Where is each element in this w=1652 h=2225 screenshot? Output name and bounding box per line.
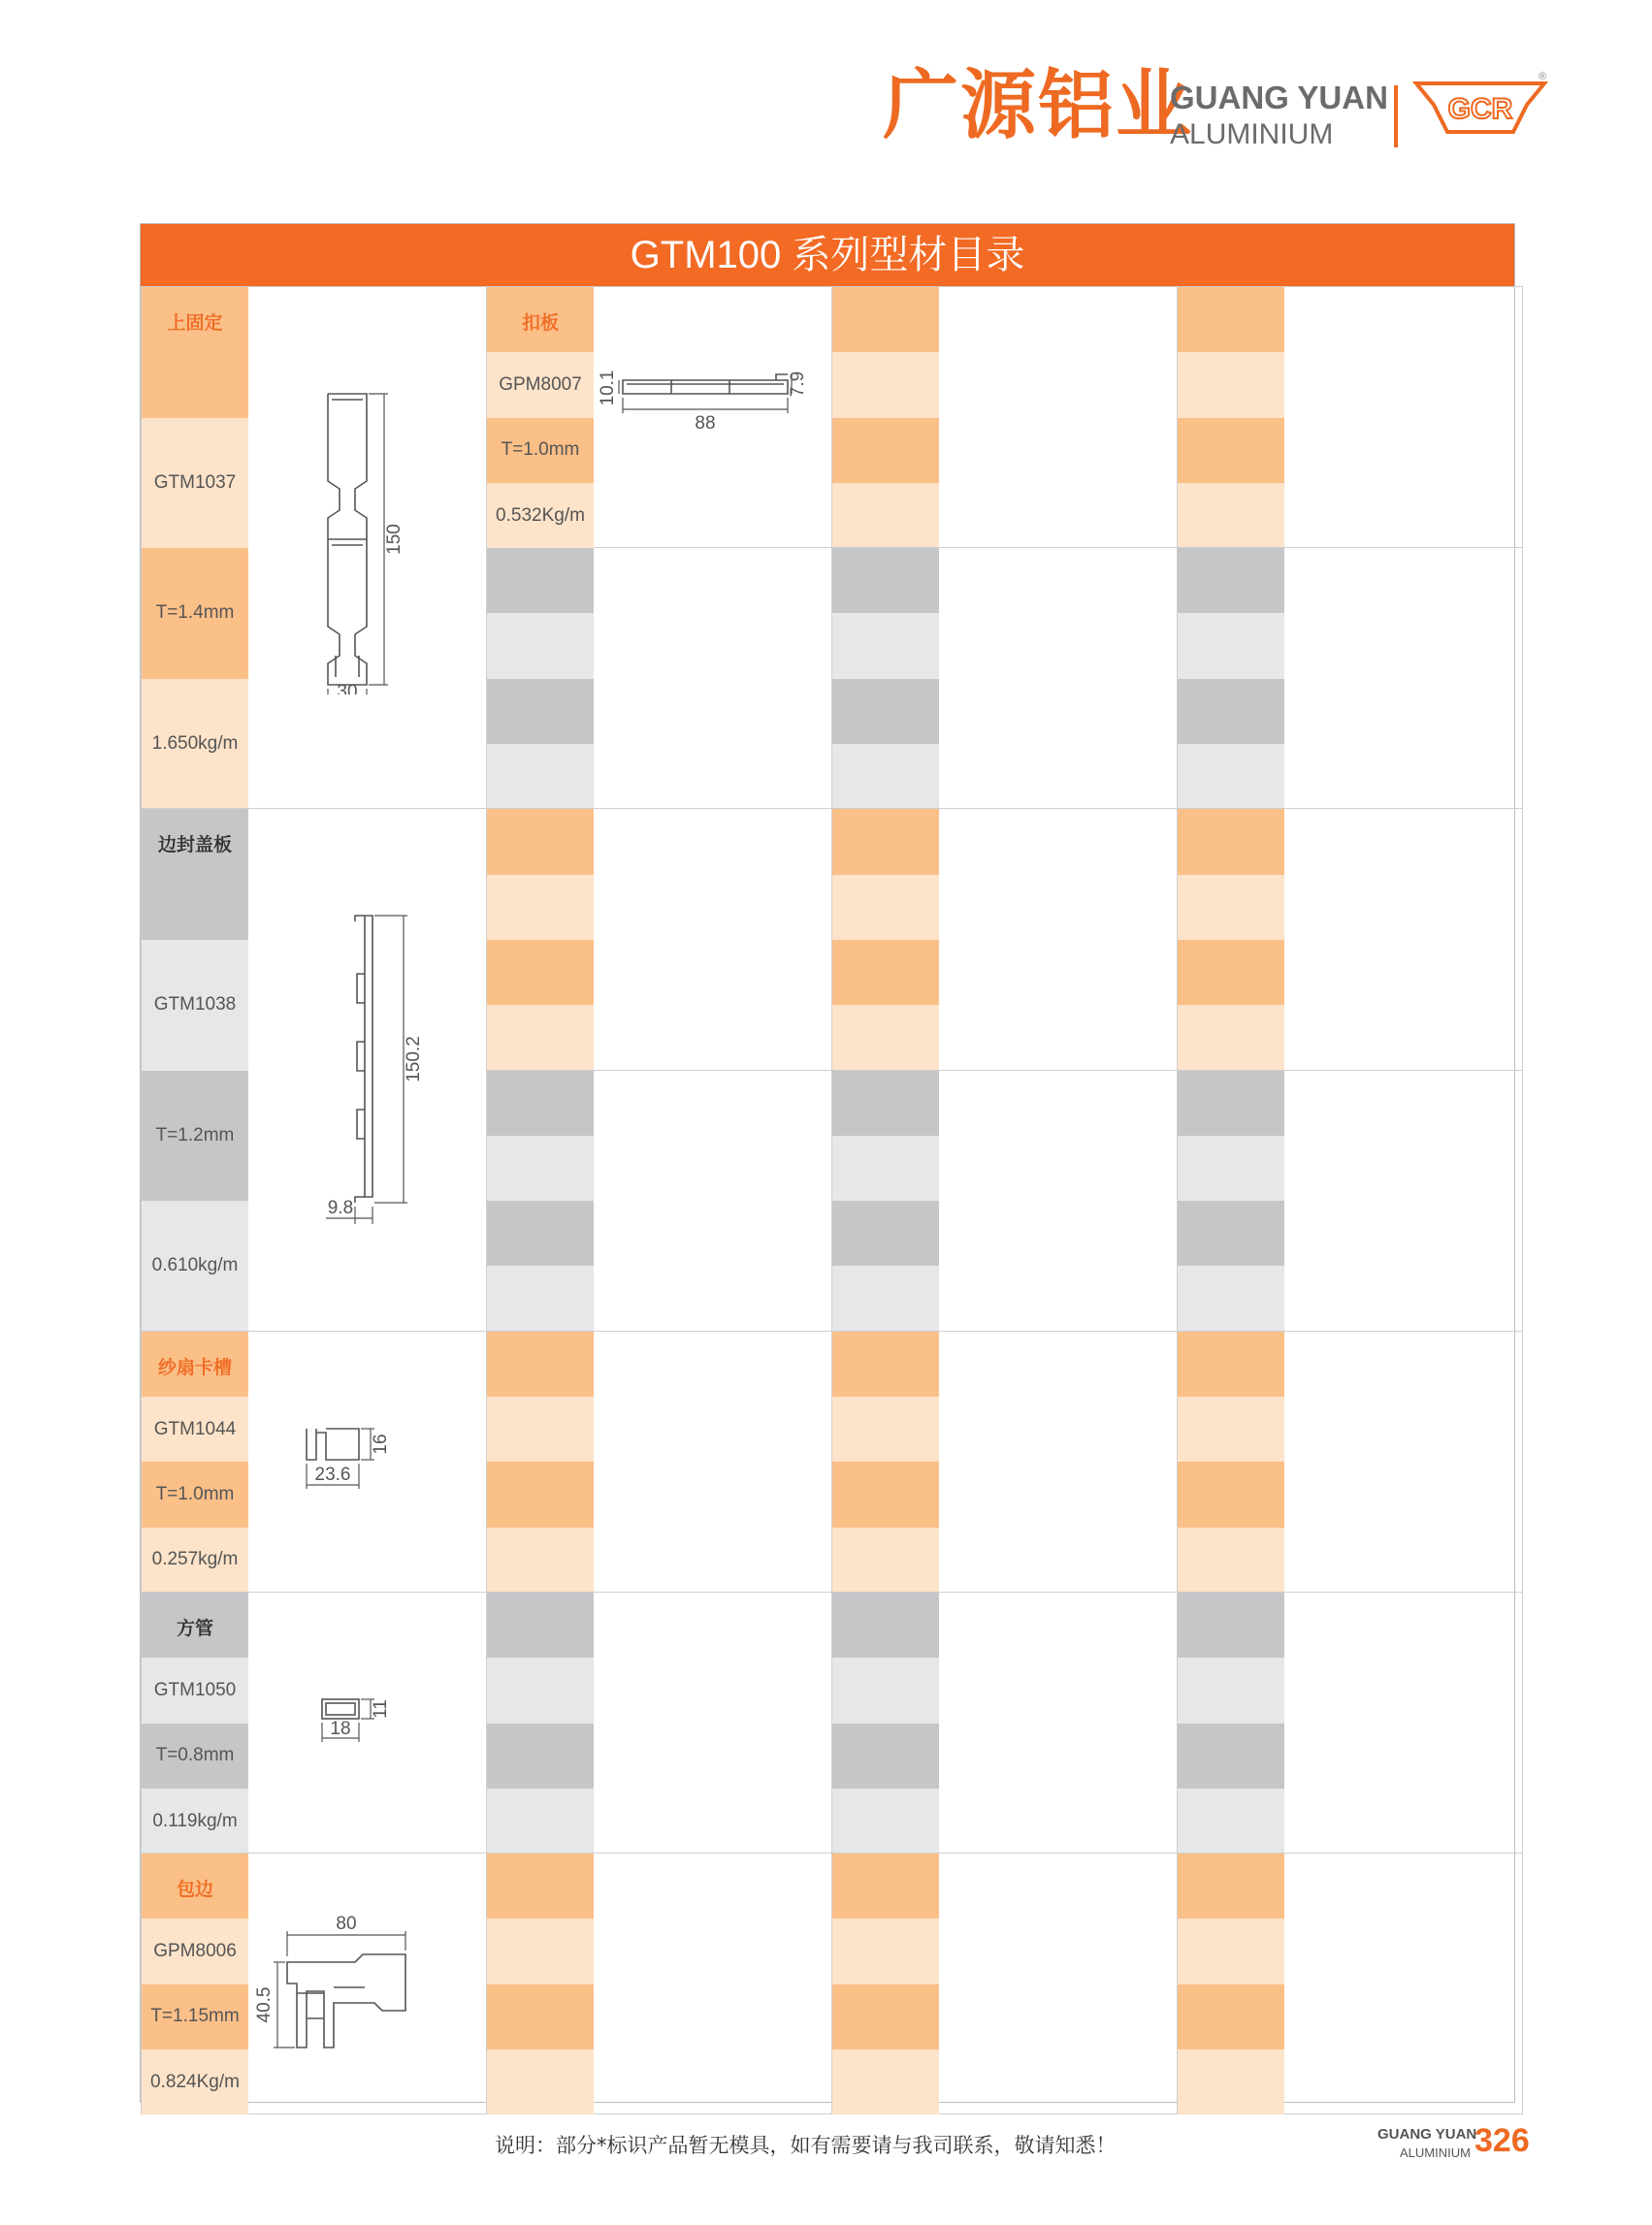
label-strip: [1178, 809, 1284, 874]
profile-code: GPM8007: [487, 352, 594, 417]
dimension-label: 7.9: [788, 371, 808, 398]
profile-weight: 0.532Kg/m: [487, 483, 594, 548]
dimension-label: 16: [371, 1434, 391, 1455]
label-strip: [832, 1071, 939, 1136]
label-strip: [832, 548, 939, 613]
label-strip: [1178, 2049, 1284, 2114]
label-strip: [832, 809, 939, 874]
empty-profile-cell: [831, 1331, 1178, 1593]
label-strip: [1178, 1528, 1284, 1593]
profile-code: GTM1037: [142, 418, 248, 549]
dimension-label: 10.1: [598, 370, 618, 406]
label-strip: [1178, 1266, 1284, 1331]
profile-name: 边封盖板: [142, 809, 248, 940]
label-strip: [1178, 1071, 1284, 1136]
empty-profile-cell: [486, 1070, 832, 1332]
profile-thickness: T=0.8mm: [142, 1724, 248, 1789]
label-strip: [487, 1332, 594, 1397]
profile-cell: [141, 808, 487, 1331]
label-strip: [487, 1462, 594, 1527]
profile-thickness: T=1.15mm: [142, 1984, 248, 2049]
label-strip: [1178, 1984, 1284, 2049]
label-strip: [1178, 548, 1284, 613]
label-strip: [1178, 940, 1284, 1005]
label-strip: [1178, 1789, 1284, 1854]
label-strip: [832, 418, 939, 483]
label-strip: [832, 1789, 939, 1854]
label-strip: [832, 940, 939, 1005]
label-strip: [1178, 1854, 1284, 1919]
profile-drawing: [287, 1680, 462, 1781]
label-strip: [487, 1005, 594, 1070]
profile-name: 扣板: [487, 287, 594, 352]
profile-name: 方管: [142, 1593, 248, 1658]
dimension-label: 80: [336, 1914, 357, 1935]
profile-name: 上固定: [142, 287, 248, 418]
label-strip: [1178, 1005, 1284, 1070]
label-strip: [1178, 1397, 1284, 1462]
empty-profile-cell: [831, 1070, 1178, 1332]
profile-drawing: [594, 345, 826, 446]
label-strip: [1178, 1593, 1284, 1658]
label-strip: [832, 287, 939, 352]
empty-profile-cell: [831, 547, 1178, 809]
empty-profile-cell: [831, 1592, 1178, 1854]
profile-cell: [141, 286, 487, 809]
empty-profile-cell: [831, 286, 1178, 548]
empty-profile-cell: [486, 1331, 832, 1593]
empty-profile-cell: [1177, 547, 1523, 809]
dimension-label: 88: [695, 413, 716, 434]
label-strip: [1178, 1919, 1284, 1983]
label-strip: [832, 1593, 939, 1658]
profile-thickness: T=1.4mm: [142, 548, 248, 679]
label-strip: [487, 2049, 594, 2114]
label-strip: [1178, 1462, 1284, 1527]
label-strip: [487, 548, 594, 613]
label-strip: [487, 875, 594, 940]
label-strip: [487, 679, 594, 744]
dimension-label: 150.2: [404, 1036, 424, 1083]
empty-profile-cell: [486, 547, 832, 809]
label-strip: [832, 352, 939, 417]
profile-drawing: [258, 896, 481, 1230]
logo-text: GCR: [1447, 93, 1513, 125]
label-strip: [832, 1919, 939, 1983]
brand-name-en-line2: ALUMINIUM: [1170, 118, 1334, 150]
empty-profile-cell: [1177, 808, 1523, 1070]
brand-name-cn: 广源铝业: [883, 62, 1194, 149]
label-strip: [832, 1724, 939, 1789]
profile-thickness: T=1.0mm: [142, 1462, 248, 1527]
profile-weight: 0.610kg/m: [142, 1201, 248, 1332]
label-strip: [1178, 1201, 1284, 1266]
empty-profile-cell: [831, 1853, 1178, 2114]
label-strip: [832, 1397, 939, 1462]
label-strip: [832, 1332, 939, 1397]
catalog-title: GTM100 系列型材目录: [141, 224, 1514, 286]
profile-cell: [141, 1853, 487, 2114]
label-strip: [1178, 418, 1284, 483]
label-strip: [487, 1854, 594, 1919]
dimension-label: 9.8: [327, 1198, 354, 1219]
profile-weight: 0.119kg/m: [142, 1789, 248, 1854]
label-strip: [487, 940, 594, 1005]
label-strip: [487, 1919, 594, 1983]
dimension-label: 23.6: [314, 1464, 351, 1485]
brand-name-en-line1: GUANG YUAN: [1170, 80, 1388, 115]
label-strip: [832, 1528, 939, 1593]
profile-name: 纱扇卡槽: [142, 1332, 248, 1397]
page-header: [0, 0, 1652, 194]
profile-drawing: [248, 1902, 481, 2071]
label-strip: [487, 744, 594, 809]
empty-profile-cell: [1177, 1070, 1523, 1332]
label-strip: [832, 613, 939, 678]
footer-note: 说明：部分*标识产品暂无模具，如有需要请与我司联系，敬请知悉！: [495, 2134, 1117, 2157]
profile-code: GTM1044: [142, 1397, 248, 1462]
empty-profile-cell: [1177, 1853, 1523, 2114]
label-strip: [832, 483, 939, 548]
profile-thickness: T=1.2mm: [142, 1071, 248, 1202]
label-strip: [487, 1071, 594, 1136]
page-number: 326: [1474, 2122, 1530, 2159]
empty-profile-cell: [1177, 1592, 1523, 1854]
profile-code: GPM8006: [142, 1919, 248, 1983]
empty-profile-cell: [486, 808, 832, 1070]
label-strip: [487, 809, 594, 874]
label-strip: [1178, 875, 1284, 940]
label-strip: [1178, 1724, 1284, 1789]
label-strip: [487, 1789, 594, 1854]
profile-cell: [486, 286, 832, 548]
label-strip: [1178, 1332, 1284, 1397]
label-strip: [1178, 1658, 1284, 1723]
profile-weight: 0.824Kg/m: [142, 2049, 248, 2114]
label-strip: [832, 679, 939, 744]
label-strip: [487, 1528, 594, 1593]
profile-weight: 1.650kg/m: [142, 679, 248, 810]
label-strip: [1178, 483, 1284, 548]
label-strip: [1178, 287, 1284, 352]
footer-brand-line1: GUANG YUAN: [1377, 2126, 1477, 2143]
profile-code: GTM1038: [142, 940, 248, 1071]
dimension-label: 18: [330, 1719, 351, 1739]
label-strip: [1178, 1136, 1284, 1201]
empty-profile-cell: [1177, 286, 1523, 548]
empty-profile-cell: [486, 1592, 832, 1854]
company-logo-icon: [1412, 72, 1548, 149]
label-strip: [487, 1397, 594, 1462]
profile-catalog-table: [140, 223, 1515, 2103]
brand-divider: [1394, 85, 1398, 147]
label-strip: [487, 613, 594, 678]
label-strip: [832, 1984, 939, 2049]
label-strip: [487, 1724, 594, 1789]
label-strip: [487, 1984, 594, 2049]
profile-thickness: T=1.0mm: [487, 418, 594, 483]
label-strip: [1178, 744, 1284, 809]
dimension-label: 40.5: [254, 1986, 275, 2023]
label-strip: [832, 1854, 939, 1919]
label-strip: [832, 744, 939, 809]
label-strip: [832, 1136, 939, 1201]
label-strip: [487, 1266, 594, 1331]
label-strip: [487, 1201, 594, 1266]
empty-profile-cell: [1177, 1331, 1523, 1593]
profile-drawing: [277, 1409, 452, 1520]
label-strip: [487, 1593, 594, 1658]
label-strip: [832, 1201, 939, 1266]
footer-brand-line2: ALUMINIUM: [1400, 2145, 1471, 2160]
empty-profile-cell: [486, 1853, 832, 2114]
label-strip: [832, 1462, 939, 1527]
label-strip: [1178, 679, 1284, 744]
label-strip: [832, 1658, 939, 1723]
label-strip: [832, 875, 939, 940]
profile-weight: 0.257kg/m: [142, 1528, 248, 1593]
registered-mark: ®: [1539, 72, 1547, 82]
profile-cell: [141, 1331, 487, 1593]
label-strip: [832, 2049, 939, 2114]
label-strip: [487, 1658, 594, 1723]
profile-name: 包边: [142, 1854, 248, 1919]
label-strip: [1178, 613, 1284, 678]
dimension-label: 150: [384, 524, 405, 555]
profile-drawing: [258, 365, 481, 698]
profile-code: GTM1050: [142, 1658, 248, 1723]
label-strip: [832, 1005, 939, 1070]
dimension-label: 30: [337, 682, 358, 694]
label-strip: [487, 1136, 594, 1201]
label-strip: [1178, 352, 1284, 417]
label-strip: [832, 1266, 939, 1331]
empty-profile-cell: [831, 808, 1178, 1070]
dimension-label: 11: [371, 1699, 391, 1719]
profile-cell: [141, 1592, 487, 1854]
